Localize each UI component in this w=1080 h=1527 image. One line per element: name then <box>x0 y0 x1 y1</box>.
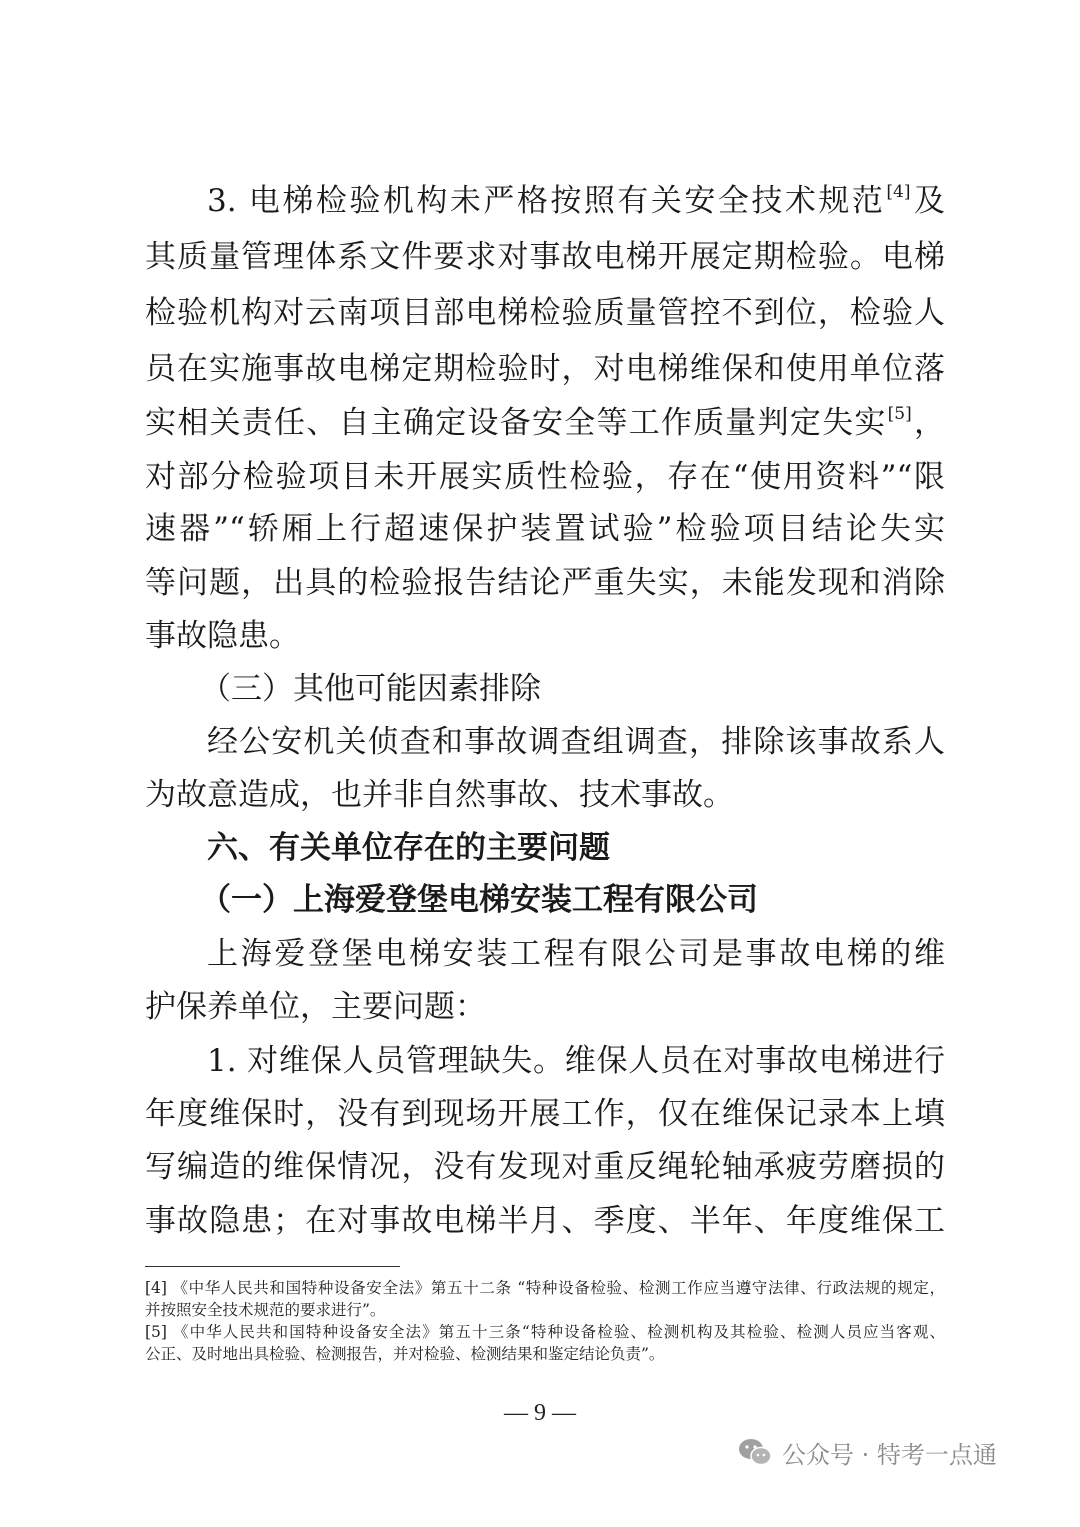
body-line: 经公安机关侦查和事故调查组调查，排除该事故系人 <box>207 724 945 760</box>
body-line: 对部分检验项目未开展实质性检验，存在“使用资料”“限 <box>145 459 945 495</box>
body-line: 护保养单位，主要问题： <box>145 989 486 1025</box>
footnote-4-line: [4] 《中华人民共和国特种设备安全法》第五十二条 “特种设备检验、检测工作应当遵守法律、行政法规的规定， <box>145 1279 945 1297</box>
body-line: 检验机构对云南项目部电梯检验质量管控不到位，检验人 <box>145 295 945 331</box>
body-line: 员在实施事故电梯定期检验时，对电梯维保和使用单位落 <box>145 351 945 387</box>
body-text: 及 <box>911 183 945 219</box>
body-text: 3. 电梯检验机构未严格按照有关安全技术规范 <box>207 183 886 219</box>
body-line: 上海爱登堡电梯安装工程有限公司是事故电梯的维 <box>207 936 945 972</box>
body-line: 事故隐患；在对事故电梯半月、季度、半年、年度维保工 <box>145 1203 945 1239</box>
body-line: 年度维保时，没有到现场开展工作，仅在维保记录本上填 <box>145 1096 945 1132</box>
footnote-ref-5[interactable]: [5] <box>887 404 912 424</box>
body-line: 速器”“轿厢上行超速保护装置试验”检验项目结论失实 <box>145 511 945 547</box>
body-line: 等问题，出具的检验报告结论严重失实，未能发现和消除 <box>145 565 945 601</box>
page-number: — 9 — <box>504 1400 576 1426</box>
footnote-4-line: 并按照安全技术规范的要求进行”。 <box>145 1301 386 1319</box>
wechat-watermark <box>738 1432 997 1472</box>
section-heading-company: （一）上海爱登堡电梯安装工程有限公司 <box>200 882 758 918</box>
body-line <box>207 173 945 229</box>
section-heading-other-factors: （三）其他可能因素排除 <box>200 671 541 707</box>
body-line: 为故意造成，也并非自然事故、技术事故。 <box>145 777 734 813</box>
body-line: 写编造的维保情况，没有发现对重反绳轮轴承疲劳磨损的 <box>145 1149 945 1185</box>
watermark-text: 公众号 · 特考一点通 <box>782 1440 997 1469</box>
body-line <box>145 395 945 451</box>
footnote-ref-4[interactable]: [4] <box>886 182 911 202</box>
footnote-5-line: [5] 《中华人民共和国特种设备安全法》第五十三条“特种设备检验、检测机构及其检验、检测人员应当客观、 <box>145 1323 945 1341</box>
footnote-divider <box>145 1266 400 1267</box>
body-line: 1. 对维保人员管理缺失。维保人员在对事故电梯进行 <box>207 1043 945 1079</box>
body-line: 事故隐患。 <box>145 618 300 654</box>
body-text: 实相关责任、自主确定设备安全等工作质量判定失实 <box>145 405 887 441</box>
body-line: 其质量管理体系文件要求对事故电梯开展定期检验。电梯 <box>145 239 945 275</box>
section-heading-main-problems: 六、有关单位存在的主要问题 <box>207 830 610 866</box>
footnote-5-line: 公正、及时地出具检验、检测报告，并对检验、检测结果和鉴定结论负责”。 <box>145 1345 665 1363</box>
body-text: ， <box>912 405 946 441</box>
wechat-icon <box>738 1437 772 1467</box>
